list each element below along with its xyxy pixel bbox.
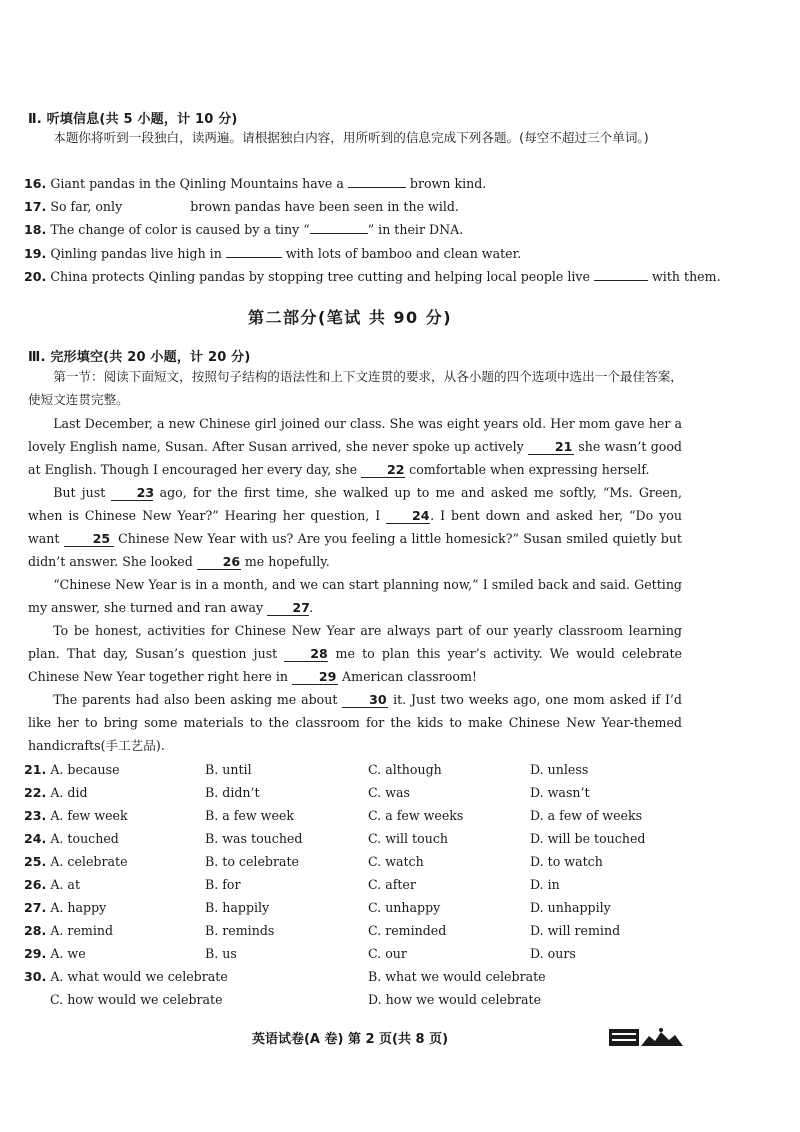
option-b[interactable]: B. a few week	[205, 808, 294, 823]
option-a[interactable]	[24, 808, 128, 823]
option-a[interactable]	[24, 923, 113, 938]
options-23	[24, 808, 704, 830]
option-a[interactable]	[24, 946, 86, 961]
passage-text: American classroom!	[342, 669, 477, 684]
section-2-instruction: 本题你将听到一段独白，读两遍。请根据独白内容，用所听到的信息完成下列各题。(每空不超过三个单词。)	[53, 130, 649, 145]
option-number: 23.	[24, 808, 47, 823]
option-number: 25.	[24, 854, 47, 869]
cloze-passage	[28, 412, 682, 757]
option-c[interactable]: C. a few weeks	[368, 808, 464, 823]
options-25	[24, 854, 704, 876]
option-number: 24.	[24, 831, 47, 846]
option-d[interactable]: D. unhappily	[530, 900, 611, 915]
option-a[interactable]	[24, 854, 128, 869]
options-26	[24, 877, 704, 899]
cloze-blank-27[interactable]: 27	[267, 601, 309, 616]
option-text: A. remind	[50, 923, 114, 938]
passage-text: Last December, a new Chinese girl joined our class. She was eight years old. Her mom gave her a lovely English name, Susan. After Susan arrived, she never spoke up actively	[28, 416, 682, 454]
page-footer: 英语试卷(A 卷) 第 2 页(共 8 页)	[251, 1032, 449, 1047]
option-b[interactable]: B. us	[205, 946, 237, 961]
option-c[interactable]: C. will touch	[368, 831, 448, 846]
option-c[interactable]: C. how would we celebrate	[50, 992, 223, 1007]
section-3-title: Ⅲ. 完形填空(共 20 小题，计 20 分)	[28, 350, 251, 365]
question-text: brown pandas have been seen in the wild.	[190, 199, 459, 214]
option-number: 30.	[24, 969, 47, 984]
option-text: A. we	[50, 946, 86, 961]
option-d[interactable]: D. unless	[530, 762, 589, 777]
question-number: 18.	[24, 222, 47, 237]
option-number: 21.	[24, 762, 47, 777]
passage-paragraph	[28, 573, 682, 619]
passage-paragraph	[28, 688, 682, 757]
passage-paragraph	[28, 619, 682, 688]
question-text: China protects Qinling pandas by stopping tree cutting and helping local people live	[50, 269, 590, 284]
passage-paragraph	[28, 412, 682, 481]
publisher-logo-icon	[609, 1026, 683, 1048]
option-d[interactable]: D. ours	[530, 946, 576, 961]
option-b[interactable]: B. didn’t	[205, 785, 260, 800]
cloze-blank-24[interactable]: 24	[386, 509, 430, 524]
option-a[interactable]	[24, 877, 80, 892]
option-number: 29.	[24, 946, 47, 961]
options-22	[24, 785, 704, 807]
option-c[interactable]: C. after	[368, 877, 416, 892]
question-16	[24, 175, 486, 191]
option-d[interactable]: D. in	[530, 877, 560, 892]
cloze-blank-25[interactable]: 25	[64, 532, 114, 547]
option-text: A. touched	[50, 831, 119, 846]
option-c[interactable]: C. was	[368, 785, 410, 800]
option-b[interactable]: B. reminds	[205, 923, 275, 938]
answer-blank[interactable]	[126, 198, 186, 211]
option-a[interactable]	[24, 762, 120, 777]
passage-text: me hopefully.	[244, 554, 330, 569]
cloze-blank-29[interactable]: 29	[292, 670, 338, 685]
option-text: A. what would we celebrate	[50, 969, 228, 984]
question-text: brown kind.	[409, 176, 487, 191]
option-d[interactable]: D. will be touched	[530, 831, 646, 846]
part-2-heading: 第二部分(笔试 共 90 分)	[247, 308, 453, 327]
cloze-blank-22[interactable]: 22	[361, 463, 405, 478]
option-text: A. because	[50, 762, 120, 777]
question-number: 16.	[24, 176, 47, 191]
passage-text: me to plan this year’s activity. We would celebrate Chinese New Year together right here in	[28, 646, 682, 684]
option-d[interactable]: D. how we would celebrate	[368, 992, 542, 1007]
option-a[interactable]	[24, 785, 88, 800]
option-d[interactable]: D. wasn’t	[530, 785, 590, 800]
question-19	[24, 245, 521, 261]
passage-text: . I bent down and asked her, “Do you want	[28, 508, 682, 546]
question-text: The change of color is caused by a tiny “	[50, 222, 310, 237]
question-text: with lots of bamboo and clean water.	[285, 246, 522, 261]
option-a[interactable]	[24, 969, 228, 984]
cloze-blank-23[interactable]: 23	[111, 486, 153, 501]
option-c[interactable]: C. although	[368, 762, 442, 777]
passage-text: To be honest, activities for Chinese New Year are always part of our yearly classroom learning plan. That day, Susan’s question just	[28, 623, 682, 661]
passage-paragraph	[28, 481, 682, 573]
option-b[interactable]: B. happily	[205, 900, 270, 915]
options-24	[24, 831, 704, 853]
cloze-blank-26[interactable]: 26	[197, 555, 241, 570]
options-21	[24, 762, 704, 784]
passage-text: she wasn’t good at English. Though I encouraged her every day, she	[28, 439, 682, 477]
passage-text: .	[309, 600, 314, 615]
option-d[interactable]: D. will remind	[530, 923, 621, 938]
cloze-blank-21[interactable]: 21	[528, 440, 574, 455]
passage-text: ago, for the first time, she walked up to me and asked me softly, “Ms. Green, when is Chinese New Year?” Hearing her question, I	[28, 485, 682, 523]
option-b[interactable]: B. was touched	[205, 831, 303, 846]
option-c[interactable]: C. reminded	[368, 923, 447, 938]
section-2-title: Ⅱ. 听填信息(共 5 小题，计 10 分)	[28, 112, 238, 127]
option-text: A. happy	[50, 900, 107, 915]
passage-text: “Chinese New Year is in a month, and we can start planning now,” I smiled back and said. Getting my answer, she turned and ran away	[28, 577, 682, 615]
option-number: 27.	[24, 900, 47, 915]
answer-blank[interactable]	[226, 245, 282, 258]
option-c[interactable]: C. unhappy	[368, 900, 441, 915]
passage-text: Chinese New Year with us? Are you feeling a little homesick?” Susan smiled quietly but didn’t answer. She looked	[28, 531, 682, 569]
option-c[interactable]: C. watch	[368, 854, 424, 869]
option-b[interactable]: B. until	[205, 762, 252, 777]
question-text: So far, only	[50, 199, 123, 214]
section-3-instruction: 第一节：阅读下面短文，按照句子结构的语法性和上下文连贯的要求，从各小题的四个选项中选出一个最佳答案，使短文连贯完整。	[28, 369, 683, 407]
answer-blank[interactable]	[348, 175, 406, 188]
option-b[interactable]: B. to celebrate	[205, 854, 299, 869]
option-text: A. at	[50, 877, 80, 892]
option-d[interactable]: D. to watch	[530, 854, 603, 869]
option-number: 28.	[24, 923, 47, 938]
option-a[interactable]	[24, 831, 119, 846]
passage-text: The parents had also been asking me about	[53, 692, 338, 707]
question-20	[24, 268, 721, 284]
answer-blank[interactable]	[594, 268, 648, 281]
cloze-blank-30[interactable]: 30	[342, 693, 388, 708]
option-number: 26.	[24, 877, 47, 892]
question-text: Qinling pandas live high in	[50, 246, 222, 261]
question-text: ” in their DNA.	[367, 222, 464, 237]
question-text: with them.	[652, 269, 721, 284]
answer-blank[interactable]	[310, 221, 368, 234]
question-number: 20.	[24, 269, 47, 284]
option-d[interactable]: D. a few of weeks	[530, 808, 643, 823]
option-a[interactable]	[24, 900, 106, 915]
question-number: 17.	[24, 199, 47, 214]
options-30-row-2	[24, 992, 704, 1014]
options-28	[24, 923, 704, 945]
cloze-blank-28[interactable]: 28	[284, 647, 328, 662]
option-text: A. did	[50, 785, 88, 800]
question-17	[24, 198, 459, 214]
option-text: A. few week	[50, 808, 128, 823]
options-30-row-1	[24, 969, 704, 991]
option-number: 22.	[24, 785, 47, 800]
question-number: 19.	[24, 246, 47, 261]
passage-text: it. Just two weeks ago, one mom asked if I’d like her to bring some materials to the classroom for the kids to make Chinese New Year-themed handicrafts(手工艺品).	[28, 692, 682, 753]
option-text: A. celebrate	[50, 854, 128, 869]
option-c[interactable]: C. our	[368, 946, 407, 961]
option-b[interactable]: B. what we would celebrate	[368, 969, 546, 984]
passage-text: But just	[53, 485, 106, 500]
option-b[interactable]: B. for	[205, 877, 241, 892]
options-27	[24, 900, 704, 922]
question-text: Giant pandas in the Qinling Mountains have a	[50, 176, 344, 191]
passage-text: comfortable when expressing herself.	[409, 462, 650, 477]
question-18	[24, 221, 463, 237]
options-29	[24, 946, 704, 968]
